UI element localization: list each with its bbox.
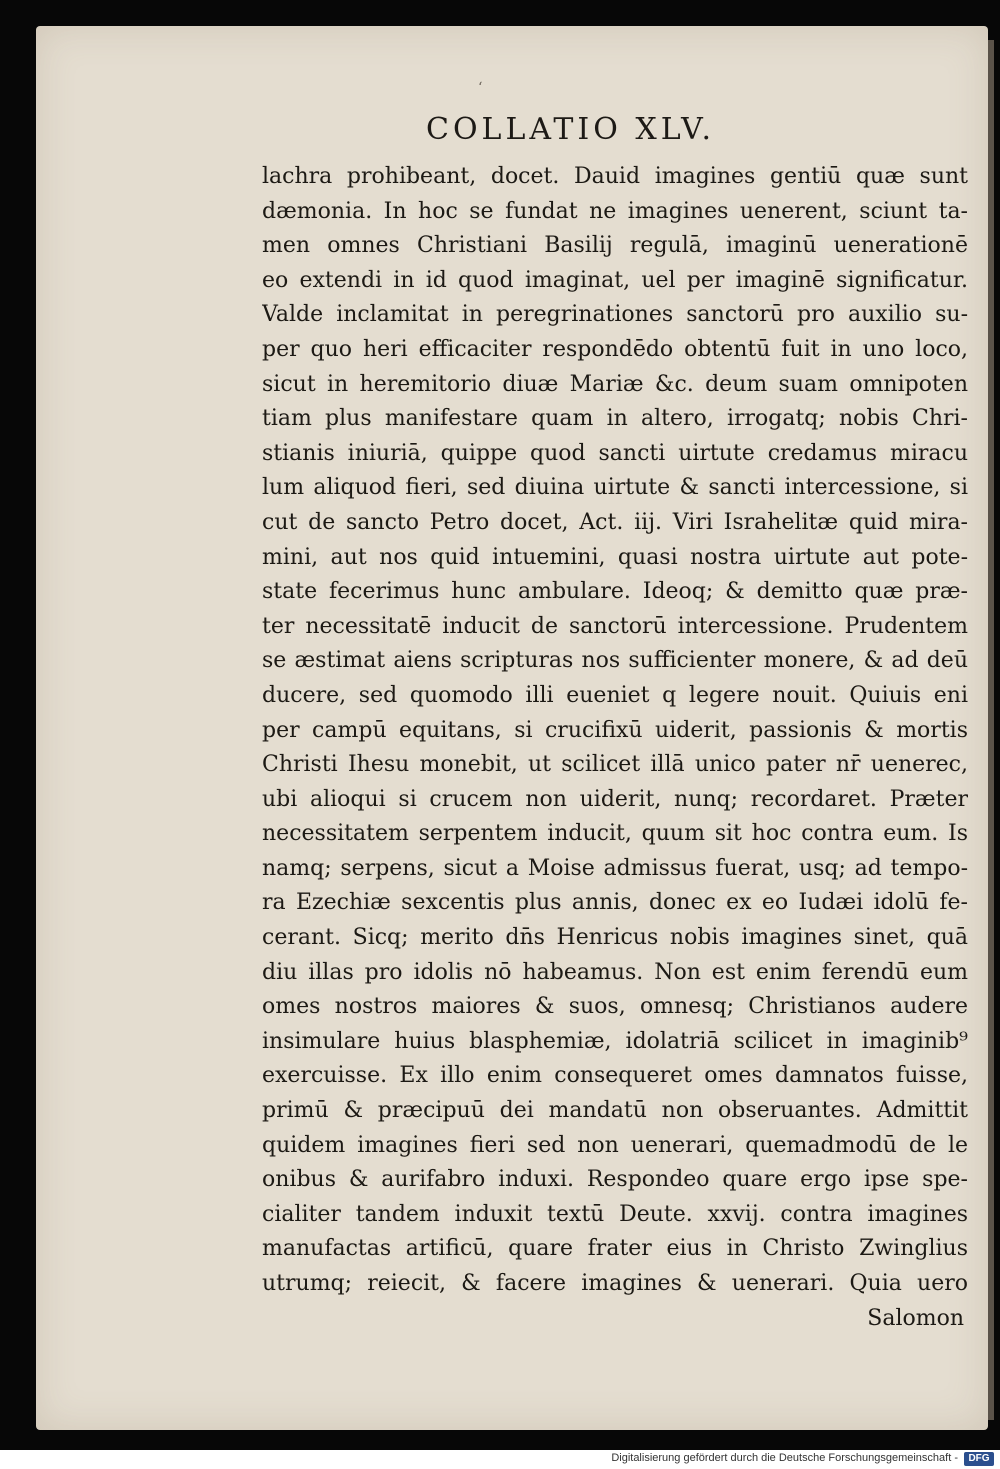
footer-credit: Digitalisierung gefördert durch die Deutsche Forschungsgemeinschaft - <box>611 1452 958 1464</box>
text-line: cialiter tandem induxit textū Deute. xxvij. contra imagines <box>262 1201 968 1227</box>
text-line: ra Ezechiæ sexcentis plus annis, donec ex eo Iudæi idolū fe- <box>262 890 968 916</box>
text-line: per quo heri efficaciter respondēdo obtentū fuit in uno loco, <box>262 336 968 362</box>
text-line: sicut in heremitorio diuæ Mariæ &c. deum suam omnipoten <box>262 371 968 397</box>
text-line: men omnes Christiani Basilij regulā, imaginū uenerationē <box>262 233 968 259</box>
text-line: Christi Ihesu monebit, ut scilicet illā unico pater nr̄ uenerec, <box>262 752 968 778</box>
text-line: quidem imagines fieri sed non uenerari, quemadmodū de le <box>262 1132 968 1158</box>
text-line: utrumq; reiecit, & facere imagines & uenerari. Quia uero <box>262 1271 968 1296</box>
text-line: se æstimat aiens scripturas nos sufficienter monere, & ad deū <box>262 648 968 674</box>
dfg-logo[interactable]: DFG <box>964 1452 994 1466</box>
text-block <box>262 160 968 1336</box>
text-line: diu illas pro idolis nō habeamus. Non est enim ferendū eum <box>262 959 968 985</box>
text-line: eo extendi in id quod imaginat, uel per imaginē significatur. <box>262 267 968 293</box>
text-line: necessitatem serpentem inducit, quum sit hoc contra eum. Is <box>262 821 968 847</box>
text-line: manufactas artificū, quare frater eius in Christo Zwinglius <box>262 1236 968 1262</box>
text-line: tiam plus manifestare quam in altero, irrogatq; nobis Chri- <box>262 406 968 432</box>
text-line: lum aliquod fieri, sed diuina uirtute & sancti intercessione, si <box>262 475 968 501</box>
text-line: lachra prohibeant, docet. Dauid imagines gentiū quæ sunt <box>262 164 968 189</box>
text-line: mini, aut nos quid intuemini, quasi nostra uirtute aut pote- <box>262 544 968 570</box>
text-line: stianis iniuriā, quippe quod sancti uirtute credamus miracu <box>262 440 968 466</box>
text-line: onibus & aurifabro induxi. Respondeo quare ergo ipse spe- <box>262 1167 968 1193</box>
catchword: Salomon <box>867 1305 964 1331</box>
text-line: insimulare huius blasphemiæ, idolatriā scilicet in imaginib⁹ <box>262 1028 968 1054</box>
footer-bar <box>0 1450 1000 1469</box>
text-line: ubi alioqui si crucem non uiderit, nunq; recordaret. Præter <box>262 786 968 812</box>
text-line: namq; serpens, sicut a Moise admissus fuerat, usq; ad tempo- <box>262 855 968 881</box>
text-line: Valde inclamitat in peregrinationes sanctorū pro auxilio su- <box>262 302 968 328</box>
page-edge <box>988 40 994 1420</box>
text-line: exercuisse. Ex illo enim consequeret omes damnatos fuisse, <box>262 1063 968 1089</box>
running-head: COLLATIO XLV. <box>426 112 716 147</box>
text-line: per campū equitans, si crucifixū uiderit, passionis & mortis <box>262 717 968 743</box>
text-line: cut de sancto Petro docet, Act. iij. Viri Israhelitæ quid mira- <box>262 509 968 535</box>
text-line: omes nostros maiores & suos, omnesq; Christianos audere <box>262 994 968 1020</box>
text-line: ter necessitatē inducit de sanctorū intercessione. Prudentem <box>262 613 968 639</box>
text-line: dæmonia. In hoc se fundat ne imagines uenerent, sciunt ta- <box>262 198 968 224</box>
page-mark: ‘ <box>478 80 483 96</box>
text-line: state fecerimus hunc ambulare. Ideoq; & demitto quæ præ- <box>262 579 968 605</box>
text-line: ducere, sed quomodo illi eueniet q legere nouit. Quiuis eni <box>262 682 968 708</box>
text-line: cerant. Sicq; merito dn̄s Henricus nobis imagines sinet, quā <box>262 925 968 951</box>
text-line: primū & præcipuū dei mandatū non obseruantes. Admittit <box>262 1098 968 1124</box>
